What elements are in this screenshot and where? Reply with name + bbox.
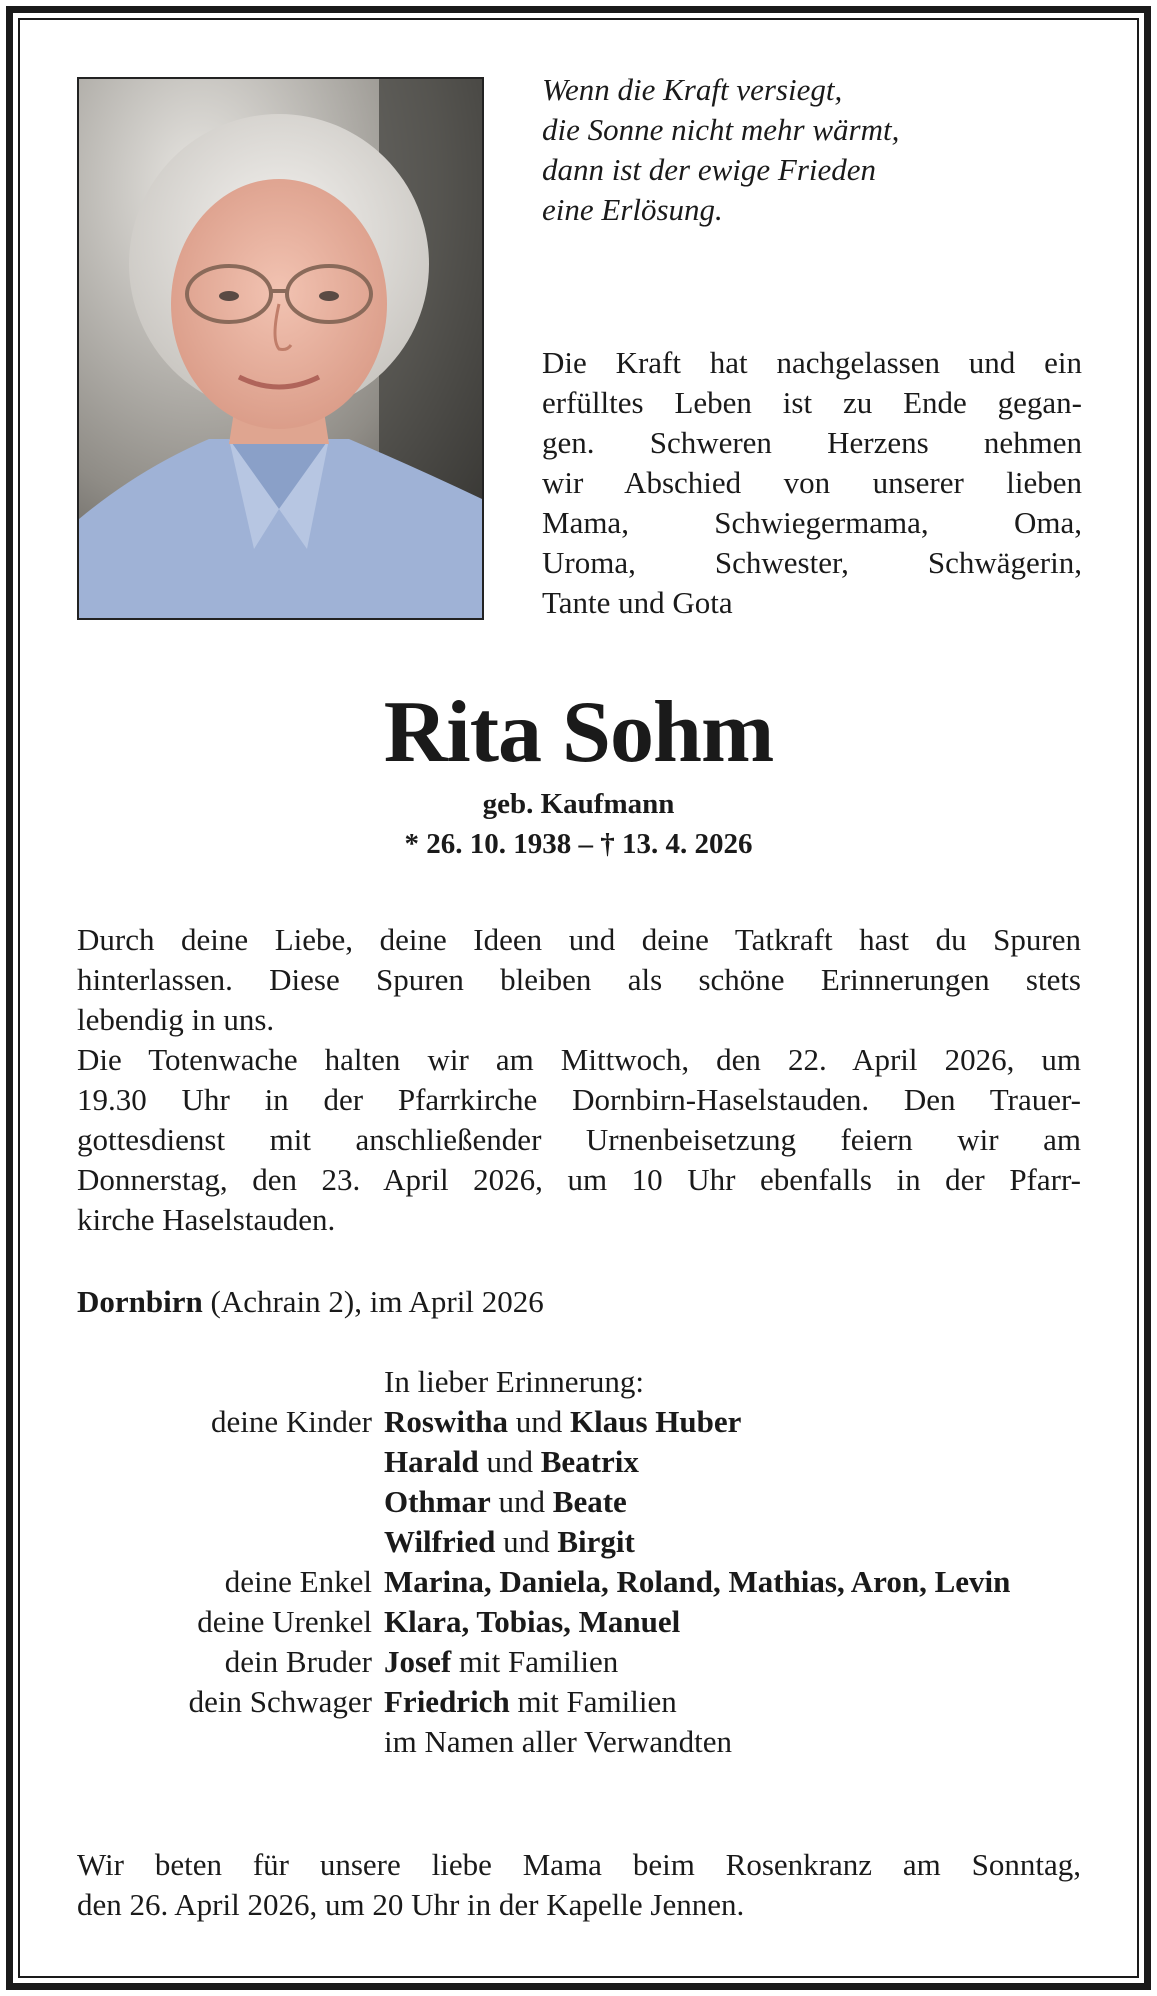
family-row (77, 1602, 1081, 1642)
body-line: kirche Haselstauden. (77, 1202, 336, 1237)
body-line: Die Totenwache halten wir am Mittwoch, den 22. April 2026, um (77, 1042, 1081, 1077)
intro-line: Uroma, Schwester, Schwägerin, (542, 545, 1082, 580)
family-member: Beate (552, 1484, 627, 1519)
body-line: 19.30 Uhr in der Pfarrkirche Dornbirn-Haselstauden. Den Trauer- (77, 1082, 1081, 1117)
family-row (77, 1482, 1081, 1522)
family-member: Friedrich (384, 1684, 510, 1719)
quote-verse (542, 70, 1082, 230)
footer-line: den 26. April 2026, um 20 Uhr in der Kapelle Jennen. (77, 1887, 745, 1922)
family-row (77, 1642, 1081, 1682)
relation-label: dein Schwager (188, 1684, 372, 1719)
footer-text (77, 1845, 1081, 1925)
relation-label: dein Bruder (224, 1644, 372, 1679)
family-member: Birgit (557, 1524, 635, 1559)
family-row (77, 1402, 1081, 1442)
intro-line: Tante und Gota (542, 585, 733, 620)
life-dates: * 26. 10. 1938 – † 13. 4. 2026 (404, 828, 753, 860)
family-member: Roswitha (384, 1404, 509, 1439)
relation-label: deine Enkel (224, 1564, 372, 1599)
intro-line: wir Abschied von unserer lieben (542, 465, 1082, 500)
family-row (77, 1562, 1081, 1602)
quote-line: eine Erlösung. (542, 192, 723, 227)
portrait-photo (77, 77, 484, 620)
connector: und (490, 1484, 553, 1519)
intro-line: gen. Schweren Herzens nehmen (542, 425, 1082, 460)
connector: und (495, 1524, 558, 1559)
family-member: Josef (384, 1644, 452, 1679)
family-closing: im Namen aller Verwandten (384, 1724, 733, 1759)
quote-line: die Sonne nicht mehr wärmt, (542, 112, 900, 147)
place-date-line (77, 1282, 544, 1322)
connector: und (508, 1404, 571, 1439)
body-text (77, 920, 1081, 1240)
family-member: Beatrix (540, 1444, 639, 1479)
intro-line: erfülltes Leben ist zu Ende gegan- (542, 385, 1082, 420)
relation-label: deine Kinder (211, 1404, 372, 1439)
family-heading-row (77, 1362, 1081, 1402)
intro-text (542, 343, 1082, 623)
family-row (77, 1682, 1081, 1722)
family-member: Klara, Tobias, Manuel (384, 1604, 681, 1639)
family-row (77, 1722, 1081, 1762)
family-member: Marina, Daniela, Roland, Mathias, Aron, Levin (384, 1564, 1011, 1599)
relation-label: deine Urenkel (197, 1604, 372, 1639)
quote-line: dann ist der ewige Frieden (542, 152, 877, 187)
place-city: Dornbirn (77, 1284, 203, 1319)
body-line: hinterlassen. Diese Spuren bleiben als schöne Erinnerungen stets (77, 962, 1081, 997)
suffix: mit Familien (509, 1684, 677, 1719)
body-line: Durch deine Liebe, deine Ideen und deine Tatkraft hast du Spuren (77, 922, 1081, 957)
family-member: Klaus Huber (570, 1404, 742, 1439)
body-line: gottesdienst mit anschließender Urnenbeisetzung feiern wir am (77, 1122, 1081, 1157)
family-row (77, 1522, 1081, 1562)
family-member: Othmar (384, 1484, 491, 1519)
connector: und (478, 1444, 541, 1479)
body-line: Donnerstag, den 23. April 2026, um 10 Uhr ebenfalls in der Pfarr- (77, 1162, 1081, 1197)
family-list (77, 1362, 1081, 1762)
maiden-name: geb. Kaufmann (482, 788, 675, 820)
footer-line: Wir beten für unsere liebe Mama beim Rosenkranz am Sonntag, (77, 1847, 1081, 1882)
place-rest: (Achrain 2), im April 2026 (202, 1284, 544, 1319)
family-row (77, 1442, 1081, 1482)
body-line: lebendig in uns. (77, 1002, 275, 1037)
suffix: mit Familien (451, 1644, 619, 1679)
intro-line: Die Kraft hat nachgelassen und ein (542, 345, 1082, 380)
deceased-name: Rita Sohm (383, 684, 774, 781)
family-member: Harald (384, 1444, 479, 1479)
quote-line: Wenn die Kraft versiegt, (542, 72, 843, 107)
family-heading: In lieber Erinnerung: (384, 1364, 644, 1399)
family-member: Wilfried (384, 1524, 496, 1559)
intro-line: Mama, Schwiegermama, Oma, (542, 505, 1082, 540)
